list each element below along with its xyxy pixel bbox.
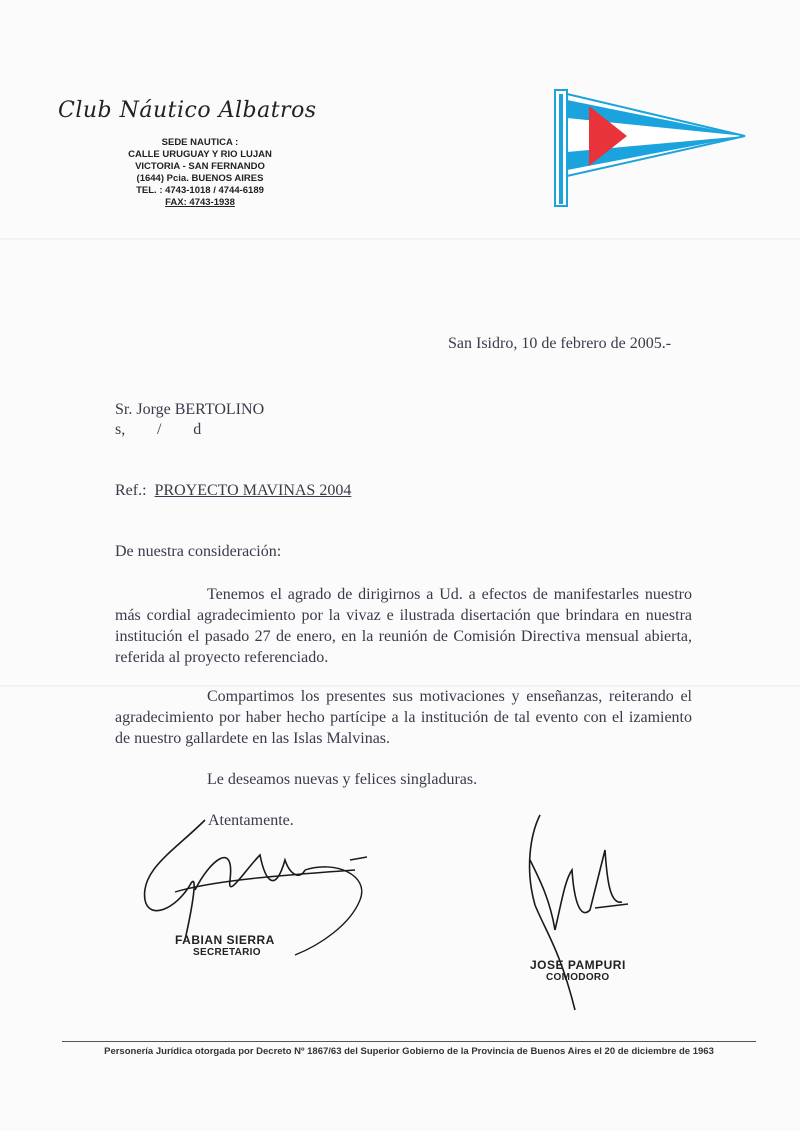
address-line: VICTORIA - SAN FERNANDO — [135, 161, 265, 172]
signatory-commodore — [530, 958, 626, 983]
addressee-name: Sr. Jorge BERTOLINO — [115, 401, 265, 418]
signatory-name: FABIAN SIERRA — [175, 933, 275, 947]
address-line: CALLE URUGUAY Y RIO LUJAN — [128, 149, 272, 160]
reference-label: Ref.: — [115, 482, 147, 499]
signatory-name: JOSE PAMPURI — [530, 958, 626, 972]
club-address-block — [100, 137, 300, 209]
signatory-role: SECRETARIO — [193, 947, 261, 958]
letter-date: San Isidro, 10 de febrero de 2005.- — [448, 335, 672, 352]
paper-fold-line — [0, 238, 800, 240]
footer-legal-note: Personería Jurídica otorgada por Decreto Nº 1867/63 del Superior Gobierno de la Provincia de Buenos Aires el 20 de diciembre de 1963 — [104, 1046, 714, 1057]
address-line: (1644) Pcia. BUENOS AIRES — [136, 173, 264, 184]
salutation: Atentamente. — [208, 812, 294, 829]
fax-line: FAX: 4743-1938 — [165, 197, 235, 208]
club-name: Club Náutico Albatros — [58, 98, 317, 123]
body-paragraph-2: Compartimos los presentes sus motivaciones y enseñanzas, reiterando el agradecimiento por haber hecho partícipe a la institución de tal evento con el izamiento de nuestro gallardete en las Islas Malvinas. — [115, 688, 692, 747]
footer-divider — [62, 1041, 756, 1042]
reference-line — [115, 482, 351, 500]
greeting: De nuestra consideración: — [115, 543, 282, 560]
signatory-role: COMODORO — [546, 972, 610, 983]
signatory-secretary — [175, 933, 275, 958]
body-paragraph-1: Tenemos el agrado de dirigirnos a Ud. a efectos de manifestarles nuestro más cordial agradecimiento por la vivaz e ilustrada disertación que brindara en nuestra institución el pasado 27 de enero, en la reunión de Comisión Directiva mensual abierta, referida al proyecto referenciado. — [115, 586, 692, 666]
reference-value: PROYECTO MAVINAS 2004 — [154, 482, 352, 499]
addressee-block — [115, 400, 264, 440]
closing-line: Le deseamos nuevas y felices singladuras. — [207, 771, 478, 788]
address-line: TEL. : 4743-1018 / 4744-6189 — [136, 185, 264, 196]
address-line: SEDE NAUTICA : — [161, 137, 239, 148]
addressee-sd: s, / d — [115, 421, 202, 438]
pennant-flag-logo — [545, 84, 755, 209]
commodore-signature — [510, 810, 650, 1020]
